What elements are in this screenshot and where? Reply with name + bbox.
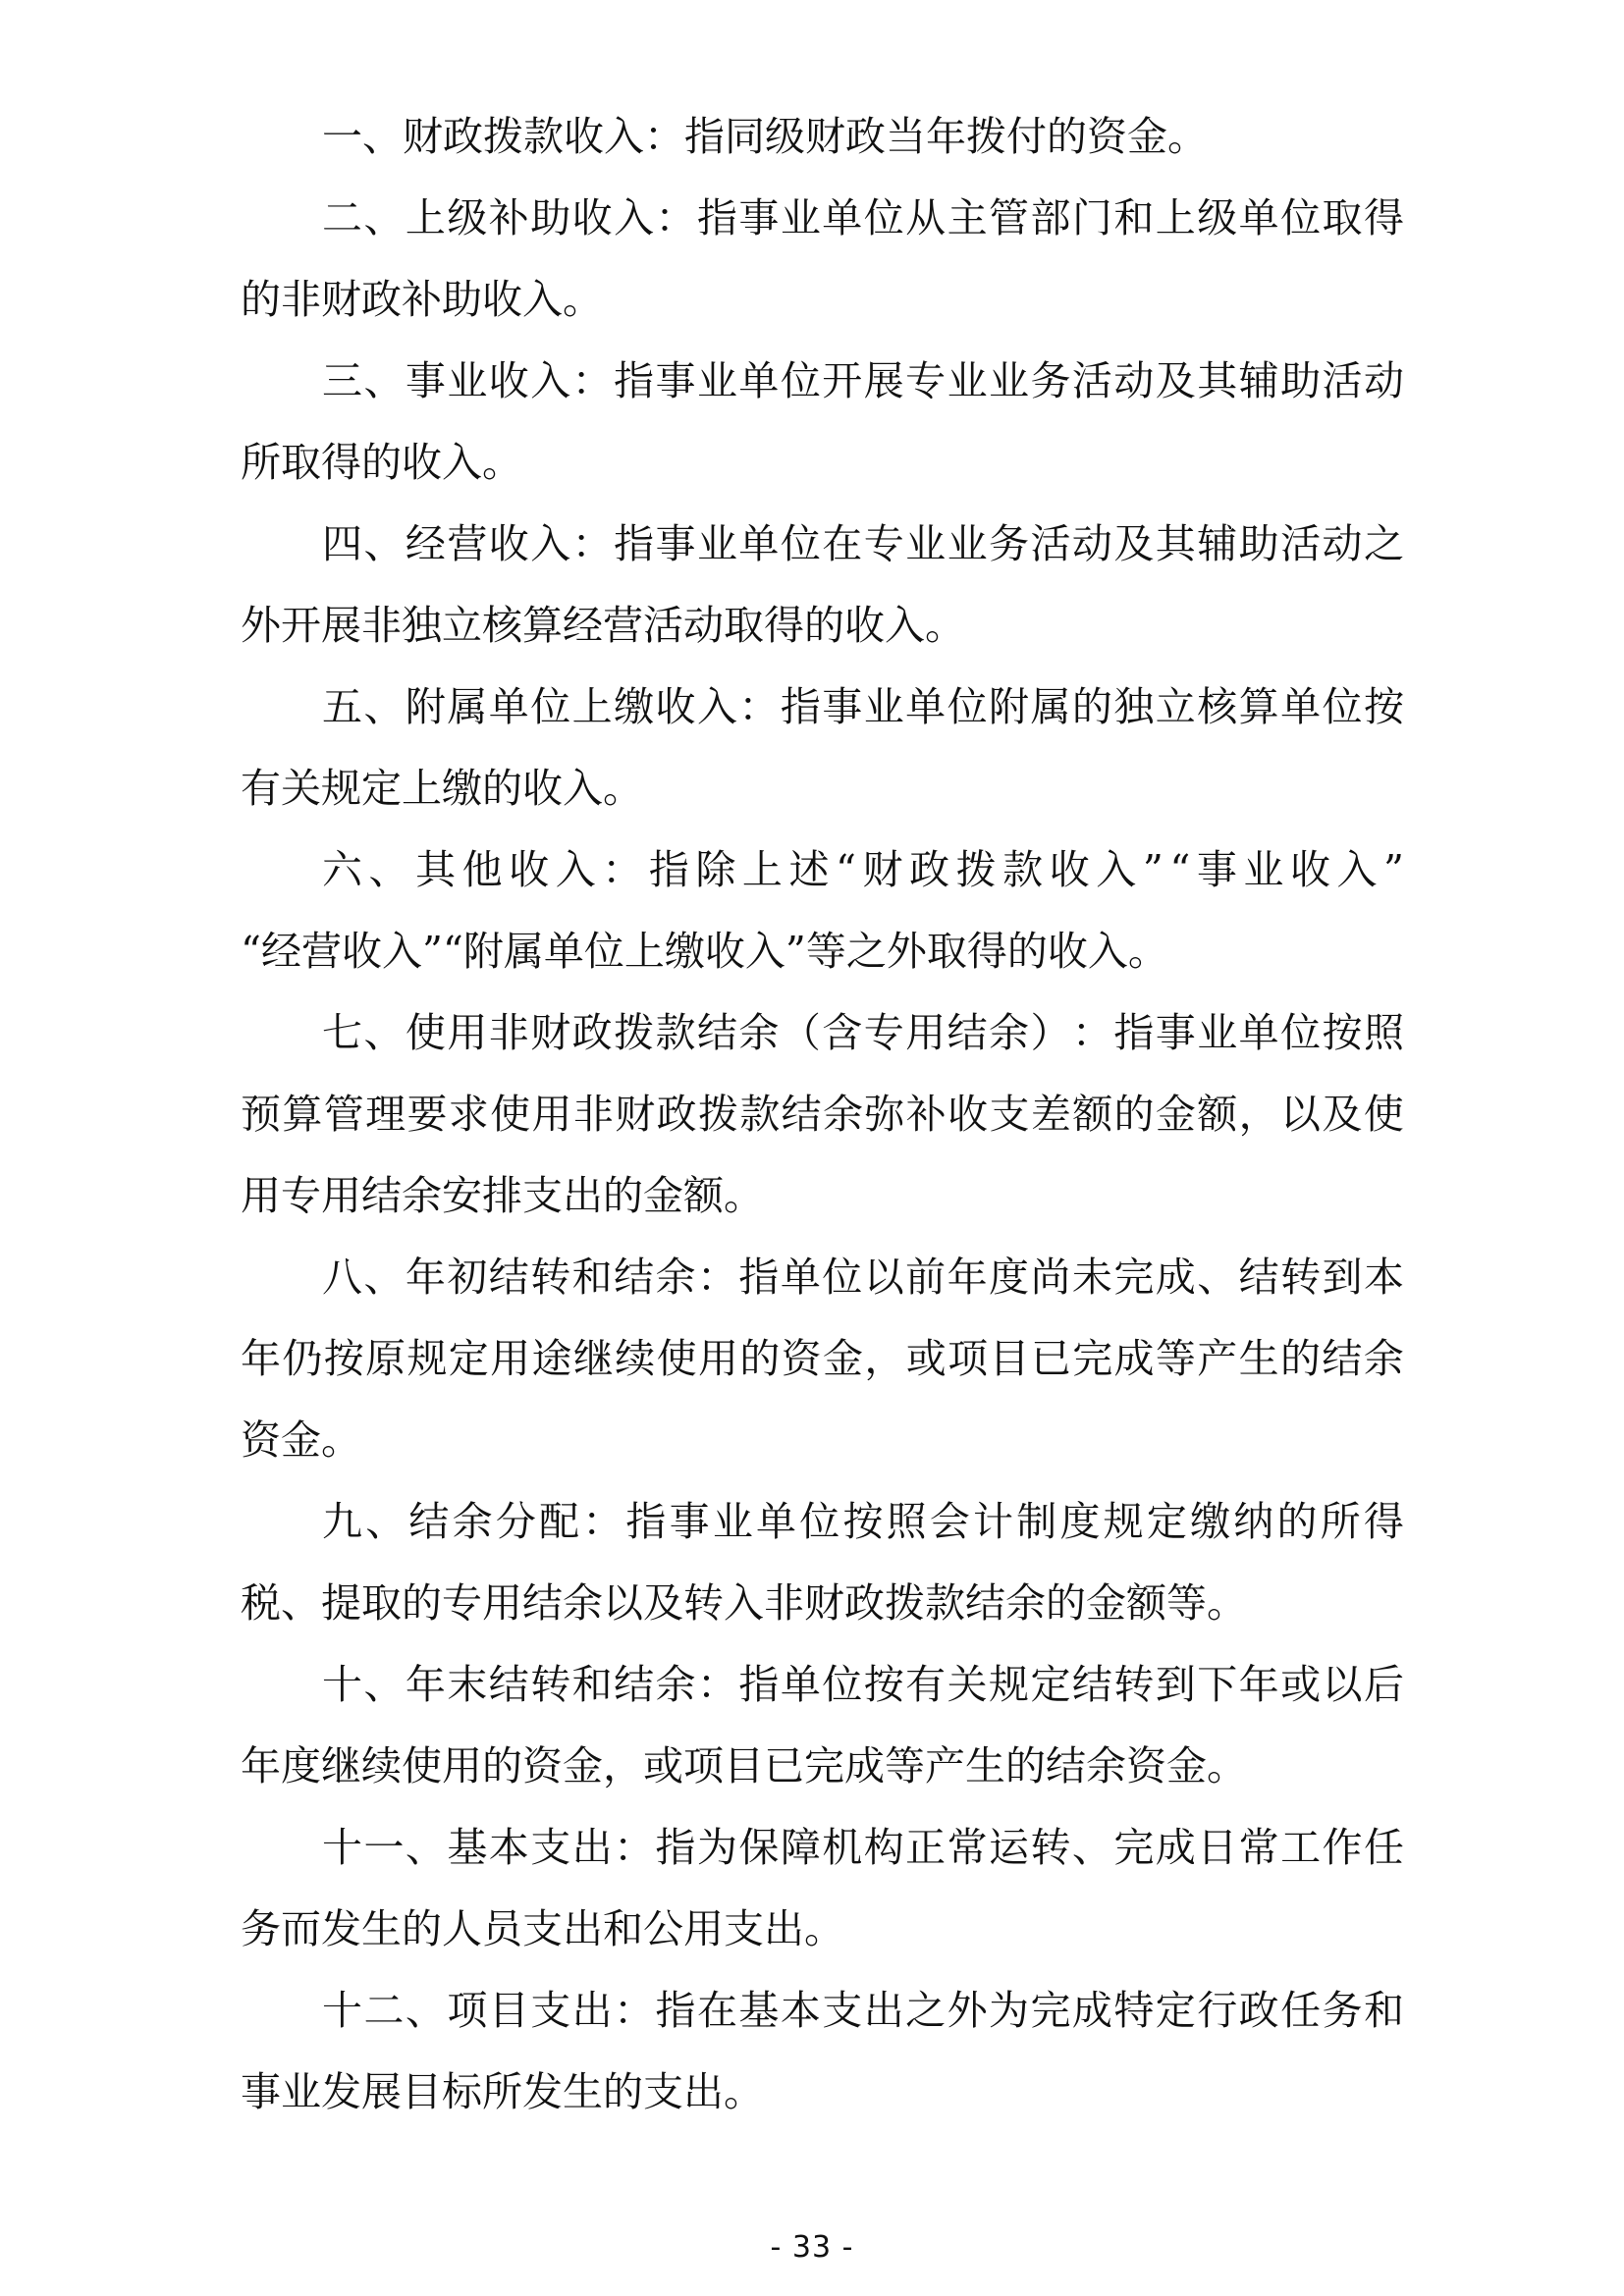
- definitions-text-block: [241, 96, 1404, 2133]
- text-line: 一、财政拨款收入：指同级财政当年拨付的资金。: [322, 113, 1208, 160]
- text-line: 资金。: [241, 1416, 361, 1464]
- text-line: 九 、 结 余 分 配 ： 指 事 业 单 位 按 照 会 计 制 度 规 定 缴 纳 的 所 得: [322, 1498, 1404, 1545]
- text-line: 五 、 附 属 单 位 上 缴 收 入 ： 指 事 业 单 位 附 属 的 独 立 核 算 单 位 按: [322, 683, 1404, 730]
- text-line: 税、提取的专用结余以及转入非财政拨款结余的金额等。: [241, 1579, 1247, 1627]
- text-line: 年 仍 按 原 规 定 用 途 继 续 使 用 的 资 金 ， 或 项 目 已 完 成 等 产 生 的 结 余: [241, 1335, 1404, 1382]
- page-number: - 33 -: [770, 2230, 854, 2265]
- text-line: 七 、 使 用 非 财 政 拨 款 结 余 （ 含 专 用 结 余 ） ： 指 事 业 单 位 按 照: [322, 1009, 1404, 1056]
- text-line: 所取得的收入。: [241, 439, 522, 486]
- text-line: 六 、 其 他 收 入 ： 指 除 上 述 “ 财 政 拨 款 收 入 ” “ 事 业 收 入 ”: [322, 846, 1404, 893]
- text-line: 三 、 事 业 收 入 ： 指 事 业 单 位 开 展 专 业 业 务 活 动 及 其 辅 助 活 动: [322, 357, 1404, 404]
- text-line: 十 、 年 末 结 转 和 结 余 ： 指 单 位 按 有 关 规 定 结 转 到 下 年 或 以 后: [322, 1661, 1404, 1708]
- text-line: 有关规定上缴的收入。: [241, 765, 643, 812]
- text-line: 八 、 年 初 结 转 和 结 余 ： 指 单 位 以 前 年 度 尚 未 完 成 、 结 转 到 本: [322, 1254, 1404, 1301]
- text-line: 事业发展目标所发生的支出。: [241, 2068, 764, 2115]
- text-line: “经营收入”“附属单位上缴收入”等之外取得的收入。: [241, 928, 1168, 975]
- text-line: 务而发生的人员支出和公用支出。: [241, 1905, 844, 1952]
- text-line: 预 算 管 理 要 求 使 用 非 财 政 拨 款 结 余 弥 补 收 支 差 额 的 金 额 ， 以 及 使: [241, 1091, 1404, 1138]
- text-line: 十 一 、 基 本 支 出 ： 指 为 保 障 机 构 正 常 运 转 、 完 成 日 常 工 作 任: [322, 1824, 1404, 1871]
- text-line: 的非财政补助收入。: [241, 276, 603, 323]
- text-line: 年度继续使用的资金，或项目已完成等产生的结余资金。: [241, 1742, 1247, 1789]
- text-line: 用专用结余安排支出的金额。: [241, 1172, 764, 1219]
- text-line: 四 、 经 营 收 入 ： 指 事 业 单 位 在 专 业 业 务 活 动 及 其 辅 助 活 动 之: [322, 520, 1404, 567]
- text-line: 二 、 上 级 补 助 收 入 ： 指 事 业 单 位 从 主 管 部 门 和 上 级 单 位 取 得: [322, 194, 1404, 241]
- text-line: 十 二 、 项 目 支 出 ： 指 在 基 本 支 出 之 外 为 完 成 特 定 行 政 任 务 和: [322, 1987, 1404, 2034]
- text-line: 外开展非独立核算经营活动取得的收入。: [241, 602, 965, 649]
